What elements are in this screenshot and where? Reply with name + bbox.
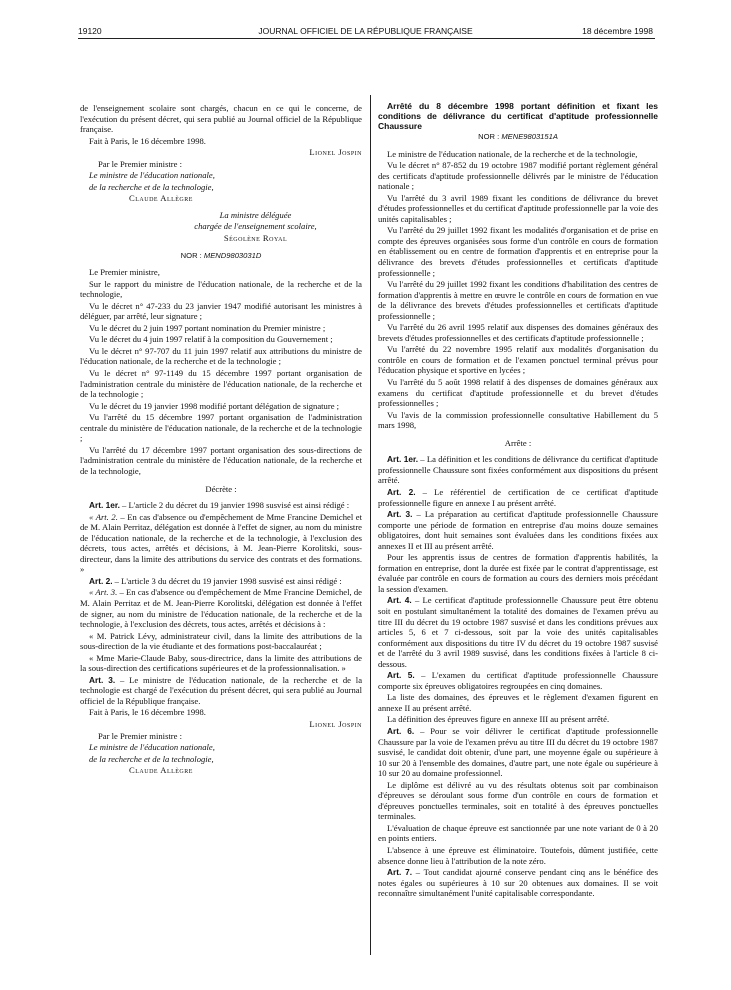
article-6-head: Art. 6.: [387, 725, 415, 736]
visa: Vu l'arrêté du 3 avril 1989 fixant les conditions de délivrance du brevet d'études professionnelles et du certificat d'aptitude professionnelle par la voie des unités capitalisables ;: [378, 192, 658, 224]
minister-name: Claude Allègre: [129, 193, 193, 204]
arrete-title: Arrêté du 8 décembre 1998 portant définition et fixant les conditions de délivrance du certificat d'aptitude professionnelle Chaussure: [378, 101, 658, 131]
article-1-head: Art. 1er.: [89, 500, 120, 511]
paragraph: de l'enseignement scolaire sont chargés, chacun en ce qui le concerne, de l'exécution du présent décret, qui sera publié au Journal officiel de la République française.: [80, 103, 362, 135]
visa: Sur le rapport du ministre de l'éducation nationale, de la recherche et de la technologie,: [80, 278, 362, 300]
minister-title: Le ministre de l'éducation nationale,: [89, 170, 215, 181]
article-6: [378, 726, 658, 779]
visa: Vu l'arrêté du 17 décembre 1997 portant organisation des sous-directions de l'administration centrale du ministère de l'éducation nationale, de la recherche et de la technologie,: [80, 444, 362, 476]
deputy-title: chargée de l'enseignement scolaire,: [194, 221, 317, 232]
visa: Le ministre de l'éducation nationale, de la recherche et de la technologie,: [387, 148, 638, 159]
visa: Vu l'arrêté du 15 décembre 1997 portant organisation de l'administration centrale du ministère de l'éducation nationale, de la recherche et de la technologie ;: [80, 412, 362, 444]
paragraph: Pour les apprentis issus de centres de formation d'apprentis habilités, la formation en entreprise, dont la durée est fixée par le contrat d'apprentissage, est évaluée par contrôle en cours de formation au cours des derniers mois précédant la session d'examen.: [378, 552, 658, 594]
quote-text: – En cas d'absence ou d'empêchement de Mme Francine Demichel, de M. Alain Perritaz et de M. Jean-Pierre Korolitski, délégation est donnée à l'effet de signer, au nom du ministre de l'éducation nationale, de la recherche et de la technologie, à l'exclusion des décrets, tous actes, arrêtés et décisions à :: [80, 587, 363, 630]
article-4: [378, 595, 658, 669]
by-pm: Par le Premier ministre :: [98, 158, 183, 169]
article-2: [378, 487, 658, 508]
quote-text: – En cas d'absence ou d'empêchement de Mme Francine Demichel et de M. Alain Perritaz, délégation est donnée à l'effet de signer, au nom du ministre de l'éducation nationale, de la recherche et de la technologie, à l'exclusion des décrets, tous actes, arrêtés et décisions, à M. Jean-Pierre Korolitski, sous-directeur, dans la limite des attributions du service des contrats et des formations. »: [80, 511, 363, 575]
visa: Vu le décret n° 47-233 du 23 janvier 1947 modifié autorisant les ministres à déléguer, par arrêté, leur signature ;: [80, 300, 362, 322]
article-1-quote: [80, 512, 362, 575]
signature: Lionel Jospin: [309, 718, 362, 729]
article-5: [378, 670, 658, 691]
article-4-head: Art. 4.: [387, 595, 412, 606]
done-line: Fait à Paris, le 16 décembre 1998.: [89, 707, 206, 718]
article-5-head: Art. 5.: [387, 670, 415, 681]
delegate-item: « M. Patrick Lévy, administrateur civil, dans la limite des attributions de la sous-direction de la vie étudiante et des formations post-baccalauréat ;: [80, 630, 362, 652]
quote-head: « Art. 2.: [89, 511, 118, 522]
nor-reference: [80, 251, 362, 262]
done-line: Fait à Paris, le 16 décembre 1998.: [89, 135, 206, 146]
article-3-text: – La préparation au certificat d'aptitude professionnelle Chaussure comporte une période de formation en entreprise d'au moins douze semaines obligatoires, dont huit semaines sont évaluées dans les conditions fixées aux annexes II et III au présent arrêté.: [378, 509, 659, 551]
nor-label: NOR :: [180, 250, 202, 260]
minister-title: de la recherche et de la technologie,: [89, 181, 214, 192]
article-3-text: – Le ministre de l'éducation nationale, de la recherche et de la technologie est chargé de l'exécution du présent décret, qui sera publié au Journal officiel de la République française.: [80, 674, 363, 706]
article-2-text: – L'article 3 du décret du 19 janvier 1998 susvisé est ainsi rédigé :: [112, 575, 342, 586]
visa: Vu l'arrêté du 22 novembre 1995 relatif aux modalités d'organisation du contrôle en cours de formation et de l'examen ponctuel terminal prévus pour l'éducation physique et sportive en lycées ;: [378, 344, 658, 376]
article-7: [378, 867, 658, 899]
quote-head: « Art. 3.: [89, 587, 118, 598]
article-7-head: Art. 7.: [387, 867, 413, 878]
visa: Vu l'avis de la commission professionnelle consultative Habillement du 5 mars 1998,: [378, 409, 658, 431]
decrete-heading: Décrète :: [205, 483, 237, 494]
visa: Vu le décret n° 97-707 du 11 juin 1997 relatif aux attributions du ministre de l'éducation nationale, de la recherche et de la technologie ;: [80, 345, 362, 367]
article-2-head: Art. 2.: [387, 486, 416, 497]
article-2-text: – Le référentiel de certification de ce certificat d'aptitude professionnelle figure en annexe I au présent arrêté.: [378, 486, 659, 508]
minister-name: Claude Allègre: [129, 765, 193, 776]
article-1-text: – La définition et les conditions de délivrance du certificat d'aptitude professionnelle Chaussure sont fixées conformément aux dispositions du présent arrêté.: [378, 454, 658, 486]
arrete-heading: Arrête :: [504, 437, 532, 448]
article-3: [80, 675, 362, 707]
article-1: [80, 500, 362, 511]
deputy-name: Ségolène Royal: [223, 233, 288, 244]
paragraph: Le diplôme est délivré au vu des résultats obtenus soit par combinaison d'épreuves se déroulant sous forme d'un contrôle en cours de formation et d'épreuves ponctuelles terminales, soit en totalité à des épreuves ponctuelles terminales.: [378, 779, 658, 822]
minister-title: de la recherche et de la technologie,: [89, 753, 214, 764]
journal-title: JOURNAL OFFICIEL DE LA RÉPUBLIQUE FRANÇAISE: [258, 26, 473, 36]
delegate-item: « Mme Marie-Claude Baby, sous-directrice, dans la limite des attributions de la sous-direction des certifications supérieures et de la professionnalisation. »: [80, 652, 362, 674]
deputy-title: La ministre déléguée: [219, 209, 292, 220]
visa: Vu l'arrêté du 29 juillet 1992 fixant les conditions d'habilitation des centres de formation d'apprentis à mettre en œuvre le contrôle en cours de formation en vue de la délivrance des brevets d'études professionnelles et certificats d'aptitude professionnelle ;: [378, 279, 658, 321]
article-3-head: Art. 3.: [89, 674, 116, 685]
article-7-text: – Tout candidat ajourné conserve pendant cinq ans le bénéfice des notes égales ou supérieures à 10 sur 20 obtenues aux domaines. Il se voit reconnaître simultanément l'unité capitalisable correspondante.: [378, 867, 658, 899]
page-header: [0, 0, 731, 40]
page-number: 19120: [78, 26, 102, 36]
article-3-head: Art. 3.: [387, 509, 413, 520]
paragraph: L'évaluation de chaque épreuve est sanctionnée par une note variant de 0 à 20 en points entiers.: [378, 822, 658, 844]
left-column: [80, 103, 362, 777]
paragraph: L'absence à une épreuve est éliminatoire. Toutefois, dûment justifiée, cette absence donne lieu à l'attribution de la note zéro.: [378, 845, 658, 866]
by-pm: Par le Premier ministre :: [98, 730, 183, 741]
visa: Vu l'arrêté du 29 juillet 1992 fixant les modalités d'organisation et de prise en compte des épreuves organisées sous forme d'un contrôle en cours de formation en établissement ou en centre de formation d'apprentis et en entreprise pour la délivrance des brevets d'études professionnelles et certificats d'aptitude professionnelle ;: [378, 225, 658, 278]
visa: Vu l'arrêté du 5 août 1998 relatif à des dispenses de domaines généraux aux examens du certificat d'aptitude professionnelle et du brevet d'études professionnelles ;: [378, 377, 658, 409]
nor-code: MEND9803031D: [203, 250, 262, 260]
minister-title: Le ministre de l'éducation nationale,: [89, 742, 215, 753]
signature: Lionel Jospin: [309, 147, 362, 158]
right-column: [378, 101, 658, 900]
nor-reference: [378, 132, 658, 143]
visa: Le Premier ministre,: [89, 267, 160, 278]
header-rule: [78, 38, 655, 39]
nor-code: MENE9803151A: [501, 132, 558, 141]
article-1: [378, 454, 658, 486]
column-divider: [370, 95, 371, 955]
nor-label: NOR :: [478, 132, 500, 141]
article-1-text: – L'article 2 du décret du 19 janvier 1998 susvisé est ainsi rédigé :: [119, 500, 350, 511]
visa: Vu le décret n° 87-852 du 19 octobre 1987 modifié portant règlement général des certificats d'aptitude professionnelle délivrés par le ministre de l'éducation nationale ;: [378, 160, 658, 192]
paragraph: La définition des épreuves figure en annexe III au présent arrêté.: [387, 714, 610, 725]
article-2: [80, 576, 362, 587]
paragraph: La liste des domaines, des épreuves et le règlement d'examen figurent en annexe II au présent arrêté.: [378, 692, 658, 713]
visa: Vu l'arrêté du 26 avril 1995 relatif aux dispenses des domaines généraux des brevets d'études professionnelles et des certificats d'aptitude professionnelle ;: [378, 322, 658, 343]
visa: Vu le décret du 4 juin 1997 relatif à la composition du Gouvernement ;: [89, 334, 333, 345]
visa: Vu le décret du 2 juin 1997 portant nomination du Premier ministre ;: [89, 322, 326, 333]
visa: Vu le décret n° 97-1149 du 15 décembre 1997 portant organisation de l'administration centrale du ministère de l'éducation nationale, de la recherche et de la technologie ;: [80, 368, 362, 400]
article-1-head: Art. 1er.: [387, 454, 419, 465]
article-2-head: Art. 2.: [89, 575, 113, 586]
article-2-quote: [80, 587, 362, 629]
visa: Vu le décret du 19 janvier 1998 modifié portant délégation de signature ;: [89, 400, 340, 411]
article-5-text: – L'examen du certificat d'aptitude professionnelle Chaussure comporte six épreuves obligatoires regroupées en cinq domaines.: [378, 670, 659, 691]
issue-date: 18 décembre 1998: [582, 26, 653, 36]
article-3: [378, 509, 658, 551]
article-6-text: – Pour se voir délivrer le certificat d'aptitude professionnelle Chaussure par la voie de l'examen prévu au titre III du décret du 19 octobre 1987 susvisé, le candidat doit obtenir, d'une part, une moyenne égale ou supérieure à 10 sur 20 à l'ensemble des domaines, d'autre part, une note égale ou supérieure à 10 sur 20 au domaine professionnel.: [378, 725, 659, 779]
article-4-text: – Le certificat d'aptitude professionnelle Chaussure peut être obtenu soit en postulant simultanément la totalité des domaines de l'examen prévu au titre III du décret du 19 octobre 1987 susvisé et dans les conditions prévues aux articles 5, 6 et 7 ci-dessous, soit par la voie des unités capitalisables conformément aux dispositions du titre IV du décret du 19 octobre 1987 susvisé et de l'arrêté du 3 avril 1989 susvisé, dans les conditions fixées à l'article 8 ci-dessous.: [378, 595, 659, 669]
